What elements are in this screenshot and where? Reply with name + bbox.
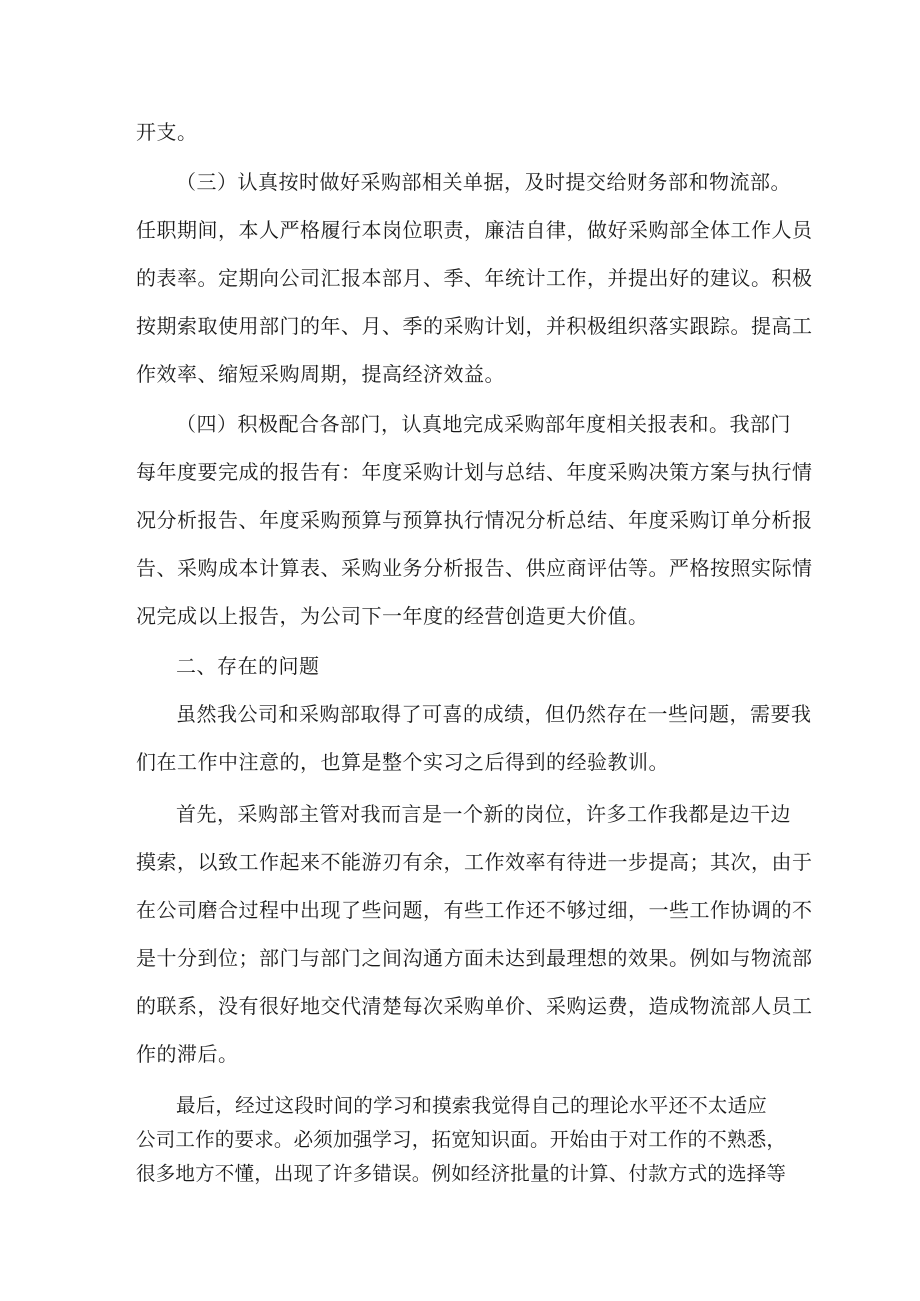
paragraph-line: 们在工作中注意的，也算是整个实习之后得到的经验教训。 xyxy=(136,750,669,774)
paragraph-line: 按期索取使用部门的年、月、季的采购计划，并积极组织落实跟踪。提高工 xyxy=(136,314,813,338)
paragraph-line: （三）认真按时做好采购部相关单据，及时提交给财务部和物流部。 xyxy=(176,170,791,194)
paragraph-line: 首先，采购部主管对我而言是一个新的岗位，许多工作我都是边干边 xyxy=(176,802,791,826)
paragraph-line: 很多地方不懂，出现了许多错误。例如经济批量的计算、付款方式的选择等 xyxy=(136,1162,787,1185)
paragraph-line: 最后，经过这段时间的学习和摸索我觉得自己的理论水平还不太适应 xyxy=(176,1094,768,1117)
section-heading: 二、存在的问题 xyxy=(176,654,320,678)
paragraph-line: 告、采购成本计算表、采购业务分析报告、供应商评估等。严格按照实际情 xyxy=(136,556,813,580)
paragraph-line: 任职期间，本人严格履行本岗位职责，廉洁自律，做好采购部全体工作人员 xyxy=(136,218,813,242)
paragraph-line: （四）积极配合各部门，认真地完成采购部年度相关报表和。我部门 xyxy=(176,412,791,436)
paragraph-line: 作的滞后。 xyxy=(136,1042,239,1066)
paragraph-line: 在公司磨合过程中出现了些问题，有些工作还不够过细，一些工作协调的不 xyxy=(136,898,813,922)
paragraph-line: 作效率、缩短采购周期，提高经济效益。 xyxy=(136,362,505,386)
paragraph-line: 虽然我公司和采购部取得了可喜的成绩，但仍然存在一些问题，需要我 xyxy=(176,702,812,726)
paragraph-line: 公司工作的要求。必须加强学习，拓宽知识面。开始由于对工作的不熟悉， xyxy=(136,1128,787,1151)
paragraph-line: 每年度要完成的报告有：年度采购计划与总结、年度采购决策方案与执行情 xyxy=(136,460,813,484)
paragraph-line: 况完成以上报告，为公司下一年度的经营创造更大价值。 xyxy=(136,604,649,628)
paragraph-line: 是十分到位；部门与部门之间沟通方面未达到最理想的效果。例如与物流部 xyxy=(136,946,813,970)
paragraph-line: 摸索，以致工作起来不能游刃有余，工作效率有待进一步提高；其次，由于 xyxy=(136,850,813,874)
paragraph-line: 的联系，没有很好地交代清楚每次采购单价、采购运费，造成物流部人员工 xyxy=(136,994,813,1018)
paragraph-line: 的表率。定期向公司汇报本部月、季、年统计工作，并提出好的建议。积极 xyxy=(136,266,813,290)
paragraph-line: 况分析报告、年度采购预算与预算执行情况分析总结、年度采购订单分析报 xyxy=(136,508,813,532)
paragraph-line: 开支。 xyxy=(136,120,198,144)
